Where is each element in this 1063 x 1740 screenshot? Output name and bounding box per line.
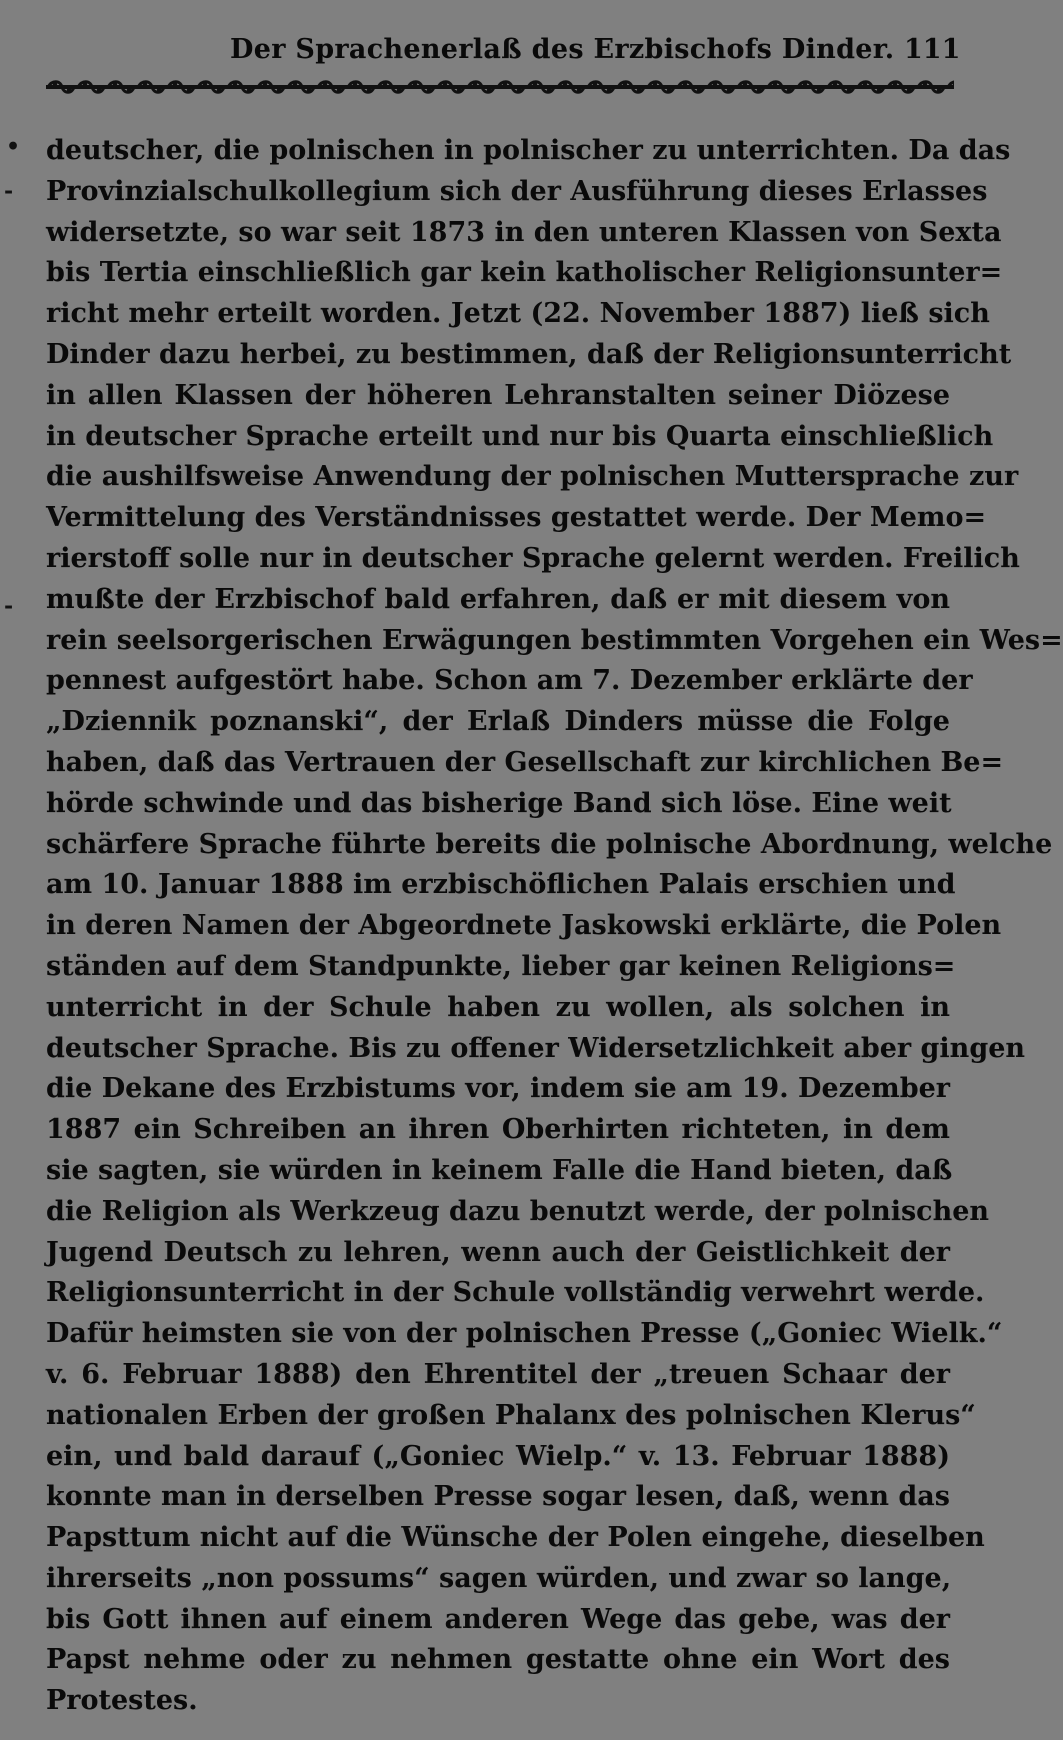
- text-line: deutscher, die polnischen in polnischer zu unterrichten. Da das: [46, 135, 1011, 166]
- text-line: Religionsunterricht in der Schule vollständig verwehrt werde.: [46, 1277, 985, 1309]
- text-line: unterricht in der Schule haben zu wollen, als solchen in: [46, 991, 950, 1023]
- text-line: ständen auf dem Standpunkte, lieber gar keinen Religions=: [46, 950, 956, 982]
- text-line: Provinzialschulkollegium sich der Ausführung dieses Erlasses: [46, 175, 988, 207]
- text-line: schärfere Sprache führte bereits die polnische Abordnung, welche: [46, 828, 1053, 860]
- text-line: sie sagten, sie würden in keinem Falle die Hand bieten, daß: [46, 1154, 953, 1186]
- text-line: mußte der Erzbischof bald erfahren, daß er mit diesem von: [46, 583, 950, 615]
- text-line: nationalen Erben der großen Phalanx des polnischen Klerus“: [46, 1399, 976, 1431]
- body-text: [46, 131, 1063, 1721]
- text-line: in allen Klassen der höheren Lehranstalten seiner Diözese: [46, 379, 950, 411]
- text-line: Dafür heimsten sie von der polnischen Presse („Goniec Wielk.“: [46, 1318, 1003, 1350]
- text-line: am 10. Januar 1888 im erzbischöflichen Palais erschien und: [46, 869, 956, 901]
- text-line: Dinder dazu herbei, zu bestimmen, daß der Religionsunterricht: [46, 338, 1012, 370]
- text-line: Papsttum nicht auf die Wünsche der Polen eingehe, dieselben: [46, 1522, 985, 1554]
- text-line: konnte man in derselben Presse sogar lesen, daß, wenn das: [46, 1481, 950, 1513]
- text-line: Papst nehme oder zu nehmen gestatte ohne ein Wort des: [46, 1644, 950, 1676]
- margin-mark: •: [6, 134, 21, 160]
- text-line: „Dziennik poznanski“, der Erlaß Dinders müsse die Folge: [46, 706, 950, 738]
- text-line: Jugend Deutsch zu lehren, wenn auch der Geistlichkeit der: [46, 1236, 950, 1268]
- text-line: deutscher Sprache. Bis zu offener Widersetzlichkeit aber gingen: [46, 1032, 1026, 1064]
- text-line: Vermittelung des Verständnisses gestattet werde. Der Memo=: [46, 502, 987, 534]
- margin-mark: -: [4, 178, 14, 204]
- text-line: pennest aufgestört habe. Schon am 7. Dezember erklärte der: [46, 665, 973, 697]
- running-title: Der Sprachenerlaß des Erzbischofs Dinder.: [230, 34, 895, 65]
- text-line: in deren Namen der Abgeordnete Jaskowski erklärte, die Polen: [46, 910, 1002, 942]
- text-line: haben, daß das Vertrauen der Gesellschaft zur kirchlichen Be=: [46, 746, 1004, 778]
- ornamental-rule: [46, 80, 954, 94]
- text-line: hörde schwinde und das bisherige Band sich löse. Eine weit: [46, 787, 952, 819]
- text-line: in deutscher Sprache erteilt und nur bis Quarta einschließlich: [46, 420, 994, 452]
- text-line: rein seelsorgerischen Erwägungen bestimmten Vorgehen ein Wes=: [46, 624, 1063, 656]
- text-line: die Religion als Werkzeug dazu benutzt werde, der polnischen: [46, 1195, 990, 1227]
- margin-mark: -: [4, 593, 14, 619]
- text-line: bis Gott ihnen auf einem anderen Wege das gebe, was der: [46, 1603, 950, 1635]
- text-line: ein, und bald darauf („Goniec Wielp.“ v. 13. Februar 1888): [46, 1440, 950, 1472]
- page-number: 111: [904, 34, 961, 65]
- text-line: v. 6. Februar 1888) den Ehrentitel der „treuen Schaar der: [46, 1358, 950, 1390]
- text-line: bis Tertia einschließlich gar kein katholischer Religionsunter=: [46, 257, 1003, 289]
- text-line: 1887 ein Schreiben an ihren Oberhirten richteten, in dem: [46, 1114, 950, 1146]
- text-line: richt mehr erteilt worden. Jetzt (22. November 1887) ließ sich: [46, 298, 990, 330]
- text-line: Protestes.: [46, 1685, 198, 1717]
- running-head: [0, 28, 1000, 72]
- text-line: rierstoff solle nur in deutscher Sprache gelernt werden. Freilich: [46, 542, 1020, 574]
- text-line: die aushilfsweise Anwendung der polnischen Muttersprache zur: [46, 461, 1019, 493]
- text-line: ihrerseits „non possums“ sagen würden, und zwar so lange,: [46, 1562, 952, 1594]
- text-line: widersetzte, so war seit 1873 in den unteren Klassen von Sexta: [46, 216, 1002, 248]
- text-line: die Dekane des Erzbistums vor, indem sie am 19. Dezember: [46, 1073, 950, 1105]
